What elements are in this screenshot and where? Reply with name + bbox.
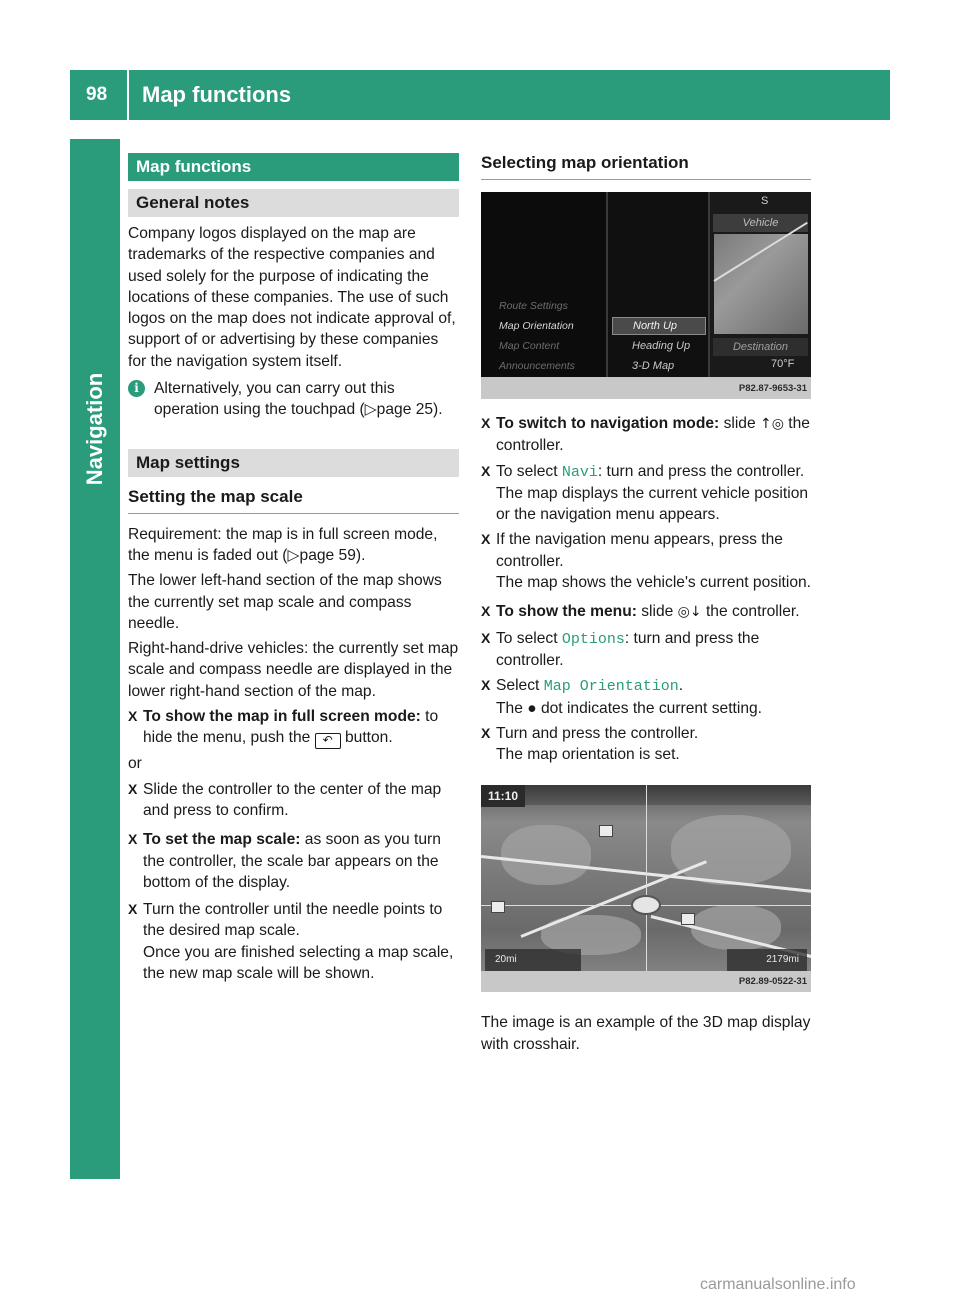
poi-icon [599,825,613,837]
general-notes-heading: General notes [128,189,459,217]
ui-label-map-orientation: Map Orientation [543,678,679,696]
status-label: S [761,195,769,207]
header-divider [127,70,129,120]
crosshair-icon [631,895,661,915]
left-column [128,153,459,984]
page-title: Map functions [142,82,292,107]
step-marker-icon: X [481,603,491,620]
map-settings-heading: Map settings [128,449,459,477]
chapter-tab-label: Navigation [82,372,107,486]
controller-slide-down-icon: ◎↓ [677,604,702,621]
map-caption: The image is an example of the 3D map display with crosshair. [481,1014,811,1053]
step-marker-icon: X [128,831,138,848]
poi-icon [681,913,695,925]
map-screenshot [481,785,811,992]
page-link[interactable]: page 25 [376,401,434,419]
step-marker-icon: X [481,677,491,694]
arrow-icon: ▷ [364,401,377,419]
controller-slide-up-icon: ↑◎ [759,416,784,432]
watermark: carmanualsonline.info [700,1276,856,1293]
step-item: X To set the map scale: as soon as you turn the controller, the scale bar appears on the bottom of the display. [128,831,441,891]
map-scale-subheading: Setting the map scale [128,487,459,514]
step-marker-icon: X [481,724,491,741]
image-reference: P82.89-0522-31 [738,976,807,988]
step-item: X Turn and press the controller. The map orientation is set. [481,724,699,764]
map-orientation-heading: Selecting map orientation [481,153,811,180]
arrow-icon: ▷ [287,546,300,564]
step-item: X Slide the controller to the center of the map and press to confirm. [128,780,442,819]
menu-item: Announcements [499,360,575,372]
step-item: X To select Navi: turn and press the controller. The map displays the current vehicle position or the navigation menu appears. [481,462,809,524]
general-notes-body: Company logos displayed on the map are trademarks of the respective companies and used solely for the purpose of indicating the locations of these companies. The use of such logos on the map does not indicate approval of, support of or advertising by these companies for the navigation system itself. [128,225,456,370]
dot-icon: ● [527,699,537,717]
ui-label-navi: Navi [561,463,598,481]
map-scale: 20mi [485,949,581,971]
rhd-note: Right-hand-drive vehicles: the currently set map scale and compass needle are displayed in the lower right-hand section of the map. [128,640,459,700]
step-marker-icon: X [481,629,491,646]
right-column [481,153,811,1055]
page-number: 98 [86,84,108,105]
section-bar: Map functions [128,153,459,181]
menu-screenshot [481,192,811,399]
or-separator: or [128,755,142,773]
option-selected: North Up [612,317,706,335]
poi-icon [491,901,505,913]
vehicle-label: Vehicle [713,214,808,232]
step-item: X To switch to navigation mode: slide ↑◎ the controller. [481,415,810,455]
back-button-icon: ↶ [315,733,341,749]
step-marker-icon: X [128,780,138,797]
step-marker-icon: X [128,708,138,725]
distance: 2179mi [727,949,807,971]
ui-label-options: Options [561,630,625,648]
menu-item: Route Settings [499,300,568,312]
chapter-tab [70,139,120,1179]
clock: 11:10 [481,785,525,807]
step-item: X If the navigation menu appears, press the controller. The map shows the vehicle's current position. [481,531,812,592]
menu-item: Map Orientation [499,320,574,332]
step-marker-icon: X [481,415,491,431]
option-item: Heading Up [632,340,691,352]
info-icon: i [128,380,145,397]
requirement-text: Requirement: the map is in full screen mode, the menu is faded out (▷page 59). [128,525,438,564]
page-link[interactable]: page 59 [299,546,356,564]
step-item: X Select Map Orientation. The ● dot indicates the current setting. [481,677,762,717]
destination-label: Destination [713,338,808,356]
info-note: i Alternatively, you can carry out this operation using the touchpad (▷page 25). [128,378,459,421]
page-header [70,70,890,120]
step-item: X To show the menu: slide ◎↓ the controller. [481,601,811,623]
option-item: 3-D Map [632,360,675,372]
step-item: X To select Options: turn and press the controller. [481,629,760,669]
map-scale-description: The lower left-hand section of the map shows the currently set map scale and compass needle. [128,572,442,632]
menu-item: Map Content [499,340,560,352]
step-marker-icon: X [481,531,491,548]
step-marker-icon: X [128,901,138,918]
step-marker-icon: X [481,462,491,479]
image-reference: P82.87-9653-31 [738,383,807,394]
step-item: X Turn the controller until the needle points to the desired map scale. Once you are finished selecting a map scale, the new map scale will be shown. [128,901,454,983]
step-item: X To show the map in full screen mode: to hide the menu, push the ↶ button. [128,708,439,748]
temperature: 70°F [771,358,795,370]
